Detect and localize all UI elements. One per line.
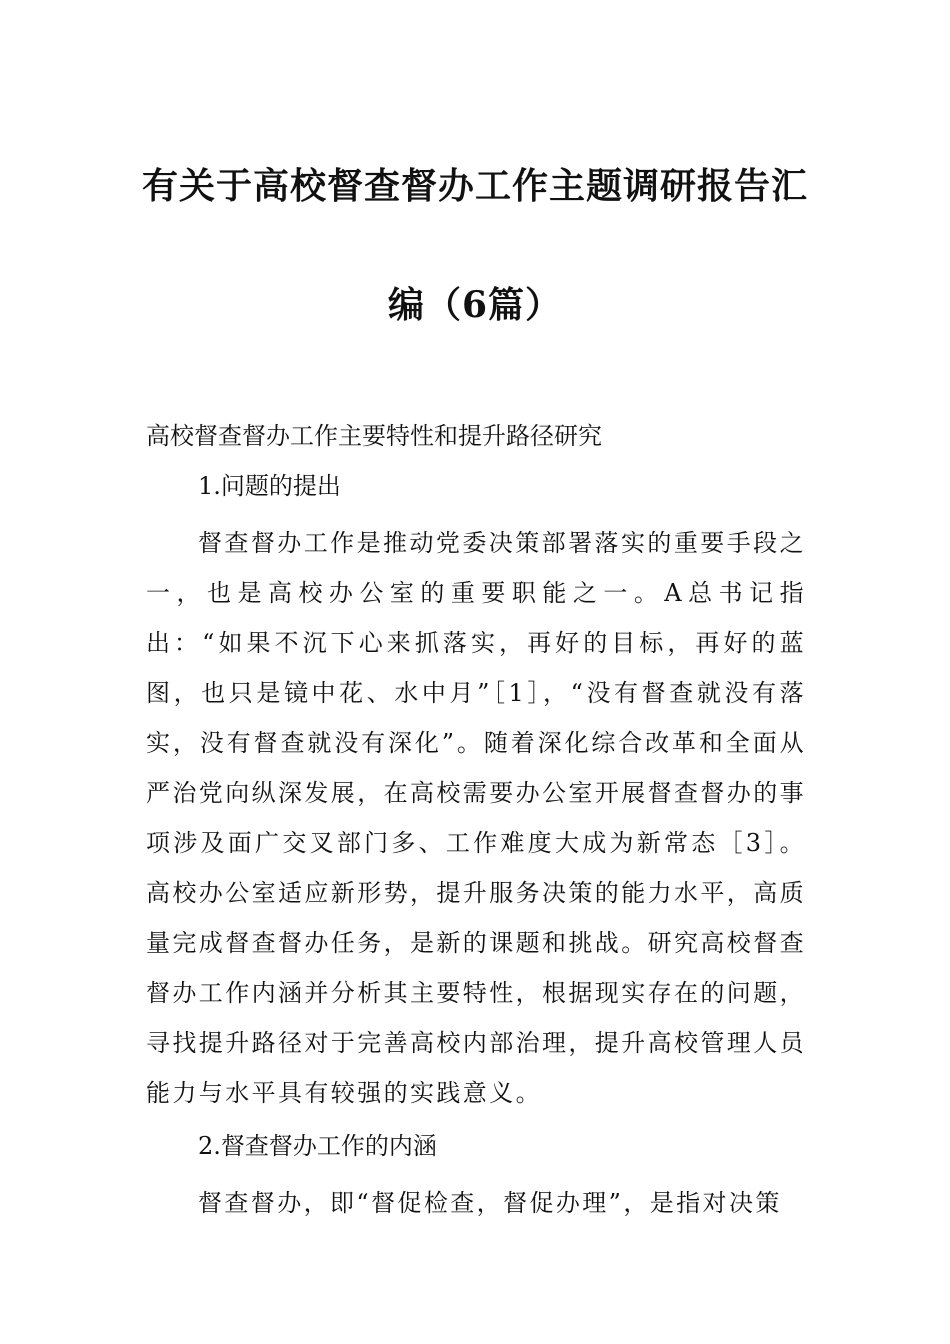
section-1-paragraph: 督查督办工作是推动党委决策部署落实的重要手段之一，也是高校办公室的重要职能之一。A总书记指出：“如果不沉下心来抓落实，再好的目标，再好的蓝图，也只是镜中花、水中月”［1］，“没有督查就没有落实，没有督查就没有深化”。随着深化综合改革和全面从严治党向纵深发展，在高校需要办公室开展督查督办的事项涉及面广交叉部门多、工作难度大成为新常态［3］。高校办公室适应新形势，提升服务决策的能力水平，高质量完成督查督办任务，是新的课题和挑战。研究高校督查督办工作内涵并分析其主要特性，根据现实存在的问题，寻找提升路径对于完善高校内部治理，提升高校管理人员能力与水平具有较强的实践意义。 (146, 529, 806, 1107)
document-body (146, 418, 806, 1238)
article-subtitle: 高校督查督办工作主要特性和提升路径研究 (146, 422, 602, 450)
document-title-line-1: 有关于高校督查督办工作主题调研报告汇 (141, 165, 808, 207)
section-1-heading: 1.问题的提出 (198, 472, 341, 500)
section-2-paragraph: 督查督办，即“督促检查，督促办理”，是指对决策 (198, 1189, 782, 1217)
document-title-line-2: 编（6篇） (387, 284, 563, 326)
section-2-heading: 2.督查督办工作的内涵 (198, 1132, 437, 1160)
